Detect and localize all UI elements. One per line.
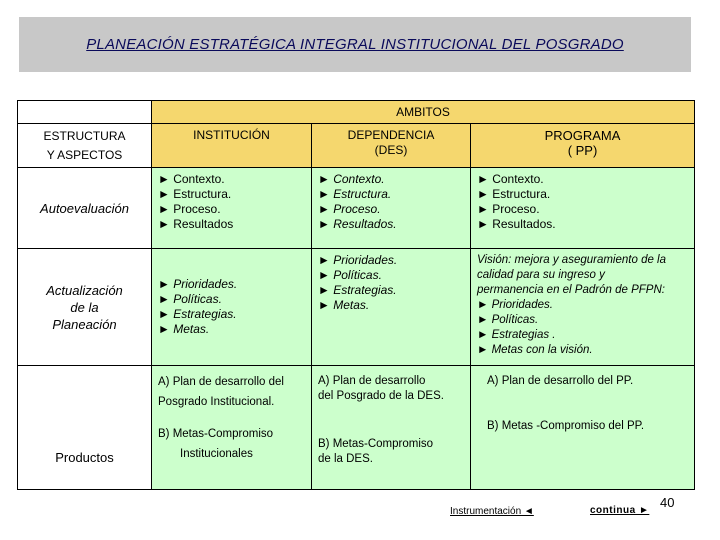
list-item: ► Estructura. (158, 187, 232, 201)
actualizacion-label-cell (17, 248, 152, 366)
metas-line: B) Metas -Compromiso del PP. (487, 420, 645, 432)
productos-label-cell (17, 365, 152, 490)
vision-line: calidad para su ingreso y (477, 269, 605, 281)
autoevaluacion-label-cell (17, 167, 152, 249)
list-item: ► Estrategias. (318, 283, 397, 297)
list-item: ► Proceso. (158, 202, 221, 216)
plan-line: A) Plan de desarrollo del (158, 376, 284, 388)
list-item: ► Políticas. (158, 292, 222, 306)
metas-line: B) Metas-Compromiso (158, 428, 274, 440)
programa-line2: ( PP) (567, 143, 598, 158)
plan-line: A) Plan de desarrollo (318, 375, 426, 387)
list-item: ► Metas. (158, 322, 210, 336)
page-title: PLANEACIÓN ESTRATÉGICA INTEGRAL INSTITUCIONAL DEL POSGRADO (86, 36, 624, 53)
page-number: 40 (660, 495, 675, 510)
productos-dependencia (311, 365, 471, 490)
list-item: ► Políticas. (477, 314, 539, 326)
instrumentacion-link[interactable]: Instrumentación ◄ (450, 506, 534, 517)
list-item: ► Resultados. (318, 217, 397, 231)
metas-line: B) Metas-Compromiso (318, 438, 434, 450)
list-item: ► Contexto. (477, 172, 544, 186)
ambitos-label: AMBITOS (396, 104, 450, 119)
list-item: ► Proceso. (318, 202, 381, 216)
plan-line: del Posgrado de la DES. (318, 390, 444, 402)
metas-line: de la DES. (318, 453, 373, 465)
estructura-line2: Y ASPECTOS (46, 147, 123, 162)
vision-line: Visión: mejora y aseguramiento de la (477, 254, 667, 266)
list-item: ► Prioridades. (158, 277, 238, 291)
list-item: ► Estrategias. (158, 307, 237, 321)
list-item: ► Metas con la visión. (477, 344, 593, 356)
actualizacion-line1: Actualización (46, 282, 123, 298)
autoevaluacion-institucion (151, 167, 312, 249)
autoevaluacion-dependencia (311, 167, 471, 249)
list-item: ► Prioridades. (318, 253, 398, 267)
list-item: ► Resultados. (477, 217, 556, 231)
actualizacion-line2: de la (70, 299, 99, 315)
institucion-label: INSTITUCIÓN (193, 128, 270, 142)
list-item: ► Prioridades. (477, 299, 553, 311)
list-item: ► Estrategias . (477, 329, 556, 341)
list-item: ► Estructura. (477, 187, 551, 201)
list-item: ► Contexto. (318, 172, 385, 186)
metas-line: Institucionales (180, 448, 253, 460)
productos-programa (470, 365, 695, 490)
actualizacion-institucion (151, 248, 312, 366)
actualizacion-dependencia (311, 248, 471, 366)
dependencia-line2: (DES) (374, 143, 408, 157)
continua-link[interactable]: continua ► (590, 505, 650, 516)
dependencia-line1: DEPENDENCIA (347, 128, 435, 142)
header-corner (17, 100, 152, 124)
autoevaluacion-programa (470, 167, 695, 249)
ambitos-header (151, 100, 695, 124)
list-item: ► Metas. (318, 298, 370, 312)
list-item: ► Contexto. (158, 172, 225, 186)
title-bar (19, 17, 691, 72)
vision-line: permanencia en el Padrón de PFPN: (477, 284, 665, 296)
actualizacion-line3: Planeación (52, 316, 117, 332)
estructura-line1: ESTRUCTURA (43, 128, 126, 143)
estructura-header (17, 123, 152, 168)
programa-header (470, 123, 695, 168)
list-item: ► Estructura. (318, 187, 392, 201)
actualizacion-programa (470, 248, 695, 366)
productos-institucion (151, 365, 312, 490)
institucion-header (151, 123, 312, 168)
autoevaluacion-label: Autoevaluación (40, 200, 129, 216)
programa-line1: PROGRAMA (544, 128, 621, 143)
productos-label: Productos (55, 450, 114, 465)
list-item: ► Políticas. (318, 268, 382, 282)
list-item: ► Resultados (158, 217, 234, 231)
dependencia-header (311, 123, 471, 168)
plan-line: Posgrado Institucional. (158, 396, 275, 408)
list-item: ► Proceso. (477, 202, 540, 216)
plan-line: A) Plan de desarrollo del PP. (487, 375, 634, 387)
